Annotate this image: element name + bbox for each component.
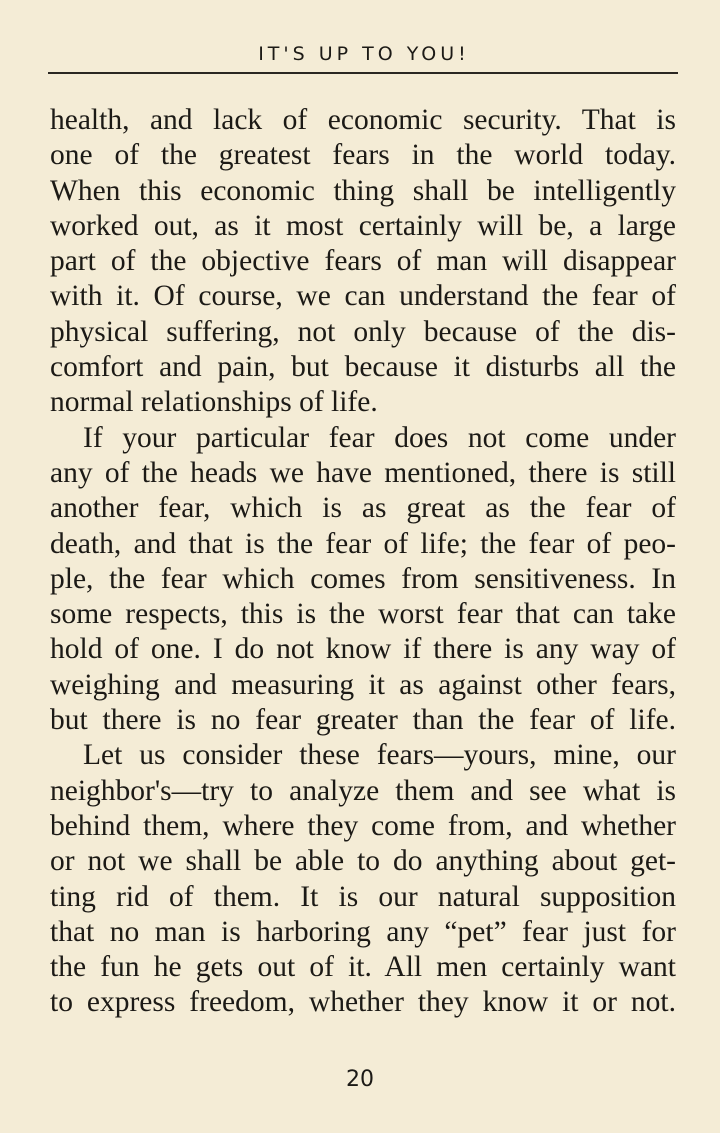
text-line: part of the objective fears of man will disappear bbox=[50, 245, 676, 278]
text-line: behind them, where they come from, and whether bbox=[50, 809, 676, 842]
page-number: 20 bbox=[346, 1067, 374, 1092]
text-line: Let us consider these fears—yours, mine, our bbox=[83, 739, 676, 772]
text-line: ting rid of them. It is our natural supposition bbox=[50, 880, 676, 913]
text-line: neighbor's—try to analyze them and see what is bbox=[50, 774, 676, 807]
text-line: health, and lack of economic security. That is bbox=[50, 104, 676, 136]
text-line: the fun he gets out of it. All men certainly want bbox=[50, 951, 676, 984]
text-line: ple, the fear which comes from sensitiveness. In bbox=[50, 562, 676, 595]
text-line: physical suffering, not only because of the dis- bbox=[50, 315, 676, 348]
text-line: death, and that is the fear of life; the fear of peo- bbox=[50, 527, 676, 560]
text-line: some respects, this is the worst fear that can take bbox=[50, 598, 676, 631]
running-head: IT'S UP TO YOU! bbox=[258, 43, 470, 65]
text-line: or not we shall be able to do anything about get- bbox=[50, 845, 676, 878]
text-line: normal relationships of life. bbox=[50, 386, 378, 419]
body-text bbox=[50, 103, 676, 1021]
text-line: weighing and measuring it as against other fears, bbox=[50, 668, 676, 701]
text-line: When this economic thing shall be intelligently bbox=[50, 174, 676, 207]
header-rule bbox=[48, 72, 678, 74]
text-line: If your particular fear does not come under bbox=[83, 421, 676, 454]
text-line: comfort and pain, but because it disturbs all the bbox=[50, 351, 676, 384]
text-line: worked out, as it most certainly will be, a large bbox=[50, 209, 676, 242]
text-line: hold of one. I do not know if there is any way of bbox=[50, 633, 676, 666]
text-line: any of the heads we have mentioned, there is still bbox=[50, 456, 676, 489]
text-line: with it. Of course, we can understand the fear of bbox=[50, 280, 676, 313]
text-line: that no man is harboring any “pet” fear just for bbox=[50, 915, 676, 948]
text-line: one of the greatest fears in the world today. bbox=[50, 139, 676, 172]
text-line: to express freedom, whether they know it or not. bbox=[50, 986, 676, 1019]
text-line: another fear, which is as great as the fear of bbox=[50, 492, 676, 525]
text-line: but there is no fear greater than the fear of life. bbox=[50, 704, 676, 737]
